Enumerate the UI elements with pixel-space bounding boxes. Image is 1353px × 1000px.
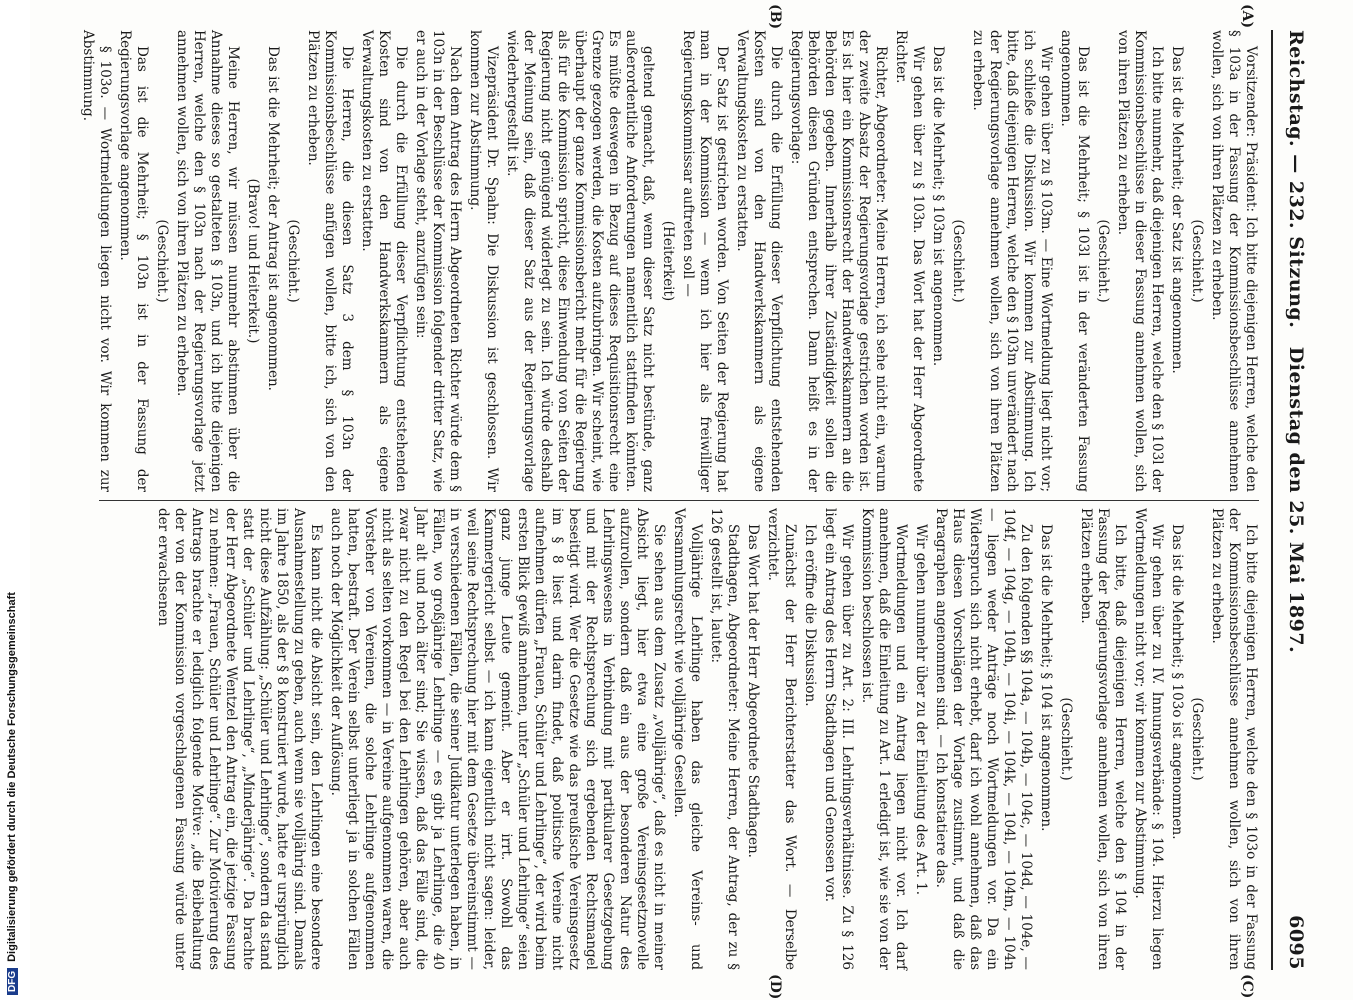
right-text-column [99, 508, 1259, 970]
paragraph: Das ist die Mehrheit; § 103o ist angenommen. [1169, 524, 1185, 840]
paragraph: Ich bitte nunmehr, daß diejenigen Herren, welche den § 103l der Kommissionsbeschlüsse in dieser Fassung annehmen wollen, sich von ihren Plätzen zu erheben. [1115, 30, 1165, 492]
paragraph: (Bravo! und Heiterkeit.) [245, 178, 261, 344]
paragraph: geltend gemacht, daß, wenn dieser Satz nicht bestünde, ganz außerordentliche Anforderungen namentlich stattfinden könnten. Es müßte deswegen in Bezug auf dieses Requisitionsrecht eine Grenze gezogen werden, die Kosten aufzubringen. Wir scheint, wie überhaupt der ganze Kommissionsbericht mehr für die Regierung als für die Kommission spricht, diese Einwendung von Seiten der Regierung nicht genügend widerlegt zu sein. Ich würde deshalb der Meinung sein, daß dieser Satz aus der Regierungsvorlage wiederhergestellt ist. [504, 30, 656, 492]
paragraph: (Geschieht.) [950, 219, 966, 303]
paragraph: Stadthagen, Abgeordneter: Meine Herren, der Antrag, der zu § 126 gestellt ist, lautet: [708, 508, 741, 970]
paragraph: Volljährige Lehrlinge haben das gleiche Vereins- und Versammlungsrecht wie volljährige Gesellen. [671, 508, 704, 970]
paragraph: (Heiterkeit) [660, 220, 676, 302]
paragraph: Vorsitzender: Präsident: Ich bitte diejenigen Herren, welche den § 103a in der Fassung der Kommissionsbeschlüsse annehmen wollen, sich von ihren Plätzen zu erheben. [1209, 30, 1259, 492]
paragraph: Meine Herren, wir müssen nunmehr abstimmen über die Annahme dieses so gestalteten § 103n, und ich bitte diejenigen Herren, welche den § 103n nach der Regierungsvorlage jetzt annehmen wollen, sich von ihren Plätzen zu erheben. [174, 30, 241, 492]
paragraph: Das ist die Mehrheit; der Satz ist angenommen. [1169, 46, 1185, 374]
paragraph: Richter, Abgeordneter: Meine Herren, ich sehe nicht ein, warum der zweite Absatz der Regierungsvorlage gestrichen worden ist. Es ist hier ein Kommissionsrecht der Handwerkskammern an die Behörden gegeben. Innerhalb ihrer Zuständigkeit sollen die Behörden diesen Gründen entsprechen. Dann heißt es in der Regierungsvorlage: [788, 30, 889, 492]
margin-marker-d: (D) [767, 974, 783, 1000]
dfg-logo: DFG [7, 968, 18, 995]
header-page-number: 6095 [1285, 915, 1307, 970]
paragraph: Der Satz ist gestrichen worden. Von Seiten der Regierung hat man in der Kommission — wenn ich hier als freiwilliger Regierungskommissar auftreten soll — [680, 30, 730, 492]
paragraph: Die durch die Erfüllung dieser Verpflichtung entstehenden Kosten sind von den Handwerkskammern als eigene Verwaltungskosten zu erstatten. [359, 30, 409, 492]
paragraph: Das ist die Mehrheit; § 103m ist angenommen. [930, 46, 946, 367]
paragraph: Wir gehen über zu § 103m. — Eine Wortmeldung liegt nicht vor; ich schließe die Diskussion. Wir kommen zur Abstimmung. Ich bitte, daß diejenigen Herren, welche den § 103m unverändert nach der Regierungsvorlage annehmen wollen, sich von ihren Plätzen zu erheben. [970, 30, 1054, 492]
paragraph: Wir gehen über zu Art. 2: III. Lehrlingsverhältnisse. Zu § 126 liegt ein Antrag des Herrn Stadthagen und Genossen vor. [822, 508, 855, 970]
paragraph: Sie sehen aus dem Zusatz „volljährige“, daß es nicht in meiner Absicht liegt, hier etwa eine große Vereinsgesetznovelle aufzurollen, sondern daß ein aus der besonderen Natur des Lehrlingswesens in Verbindung mit partikularer Gesetzgebung und mit der Rechtsprechung sich ergebenden Rechtsmangel beseitigt wird. Wer die Gesetze wie das preußische Vereinsgesetz im § 8 liest und darin findet, daß politische Vereine nicht aufnehmen dürfen „Frauen, Schüler und Lehrlinge“, der wird beim ersten Blick gewiß annehmen, unter „Schüler und Lehrlinge“ seien ganz junge Leute gemeint. Aber er irrt. Sowohl das Kammergericht selbst — ich kann eigentlich nicht sagen: leider, weil seine Rechtsprechung hier mit dem Gesetze übereinstimmt — in verschiedenen Fällen, die seiner Judikatur unterlegen haben, in Fällen, wo großjährige Lehrlinge — es gibt ja Lehrlinge, die 40 Jahr alt und noch älter sind; Sie wissen, daß das Fälle sind, die zwar nicht zu den Regel bei den Lehrlingen gehören, aber auch nicht als selten vorkommen — in Vereine aufgenommen waren, die Vorsteher von Vereinen, die solche Lehrlinge aufgenommen hatten, bestraft. Der Verein selbst unterliegt ja in solchen Fällen auch noch der Möglichkeit der Auflösung. [328, 508, 667, 970]
funding-note [6, 592, 18, 995]
paragraph: Das ist die Mehrheit; § 103l ist in der veränderten Fassung angenommen. [1058, 30, 1091, 492]
paragraph: Wir gehen über zu § 103n. Das Wort hat der Herr Abgeordnete Richter. [893, 30, 926, 492]
paragraph: Es kann nicht die Absicht sein, den Lehrlingen eine besondere Ausnahmestellung zu geben, auch wenn sie volljährig sind. Damals im Jahre 1850, als der § 8 konstruiert wurde, hatte er ursprünglich nicht diese Aufzählung: „Schüler und Lehrlinge“, sondern da stand statt der „Schüler und Lehrlinge“, „Minderjährige“. Da brachte der Herr Abgeordnete Wentzel den Antrag ein, die jetzige Fassung zu nehmen: „Frauen, Schüler und Lehrlinge“. Zur Motivierung des Antrags brachte er lediglich folgende Motive: „die Beibehaltung der von der Kommission vorgeschlagenen Fassung würde unter der erwachsenen [155, 508, 324, 970]
paragraph: (Geschieht.) [285, 219, 301, 303]
paragraph: Das ist die Mehrheit; § 103n ist in der Fassung der Regierungsvorlage angenommen. [117, 30, 150, 492]
paragraph: (Geschieht.) [1189, 697, 1205, 781]
left-text-column [80, 30, 1259, 492]
paragraph: Ich bitte diejenigen Herren, welche den § 103o in der Fassung der Kommissionsbeschlüsse annehmen wollen, sich von ihren Plätzen zu erheben. [1209, 508, 1259, 970]
paragraph: (Geschieht.) [1095, 219, 1111, 303]
funding-note-text: Digitalisierung gefördert durch die Deutsche Forschungsgemeinschaft [6, 592, 18, 962]
paragraph: Die durch die Erfüllung dieser Verpflichtung entstehenden Kosten sind von den Handwerkskammern als eigene Verwaltungskosten zu erstatten. [734, 30, 784, 492]
paragraph: Ich eröffne die Diskussion. [802, 524, 818, 707]
paragraph: Das ist die Mehrheit; der Antrag ist angenommen. [265, 46, 281, 391]
paragraph: (Geschieht.) [154, 219, 170, 303]
paragraph: Wortmeldungen und ein Antrag liegen nicht vor. Ich darf annehmen, daß die Einleitung zu Art. 1 erledigt ist, wie sie von der Kommission beschlossen ist. [859, 508, 909, 970]
paragraph: Ich bitte, daß diejenigen Herren, welche den § 104 in der Fassung der Regierungsvorlage annehmen wollen, sich von ihren Plätzen erheben. [1078, 508, 1128, 970]
paragraph: Zu den folgenden §§ 104a, — 104b, — 104c, — 104d, — 104e, — 104f, — 104g, — 104h, — 104i, — 104k, — 104l, — 104m, — 104n — liegen weder Anträge noch Wortmeldungen vor. Da ein Widerspruch sich nicht erhebt, darf ich wohl annehmen, daß das Haus diesen Vorschlägen der Vorlage zustimmt, und daß die Paragraphen angenommen sind. — Ich konstatiere das. [933, 508, 1034, 970]
paragraph: Zunächst der Herr Berichterstatter das Wort. — Derselbe verzichtet. [765, 508, 798, 970]
column-divider [99, 500, 1259, 501]
margin-marker-c: (C) [1239, 974, 1255, 999]
header-session-title: Reichstag. — 232. Sitzung. [1285, 30, 1307, 329]
paragraph: Nach dem Antrag des Herrn Abgeordneten Richter würde dem § 103n in der Beschlüsse der Kommission folgender dritter Satz, wie er auch in der Vorlage steht, anzufügen sein: [413, 30, 463, 492]
paragraph: § 103o. — Wortmeldungen liegen nicht vor. Wir kommen zur Abstimmung. [80, 30, 113, 492]
paragraph: (Geschieht.) [1189, 219, 1205, 303]
paragraph: (Geschieht.) [1058, 697, 1074, 781]
paragraph: Das ist die Mehrheit; § 104 ist angenommen. [1038, 524, 1054, 832]
margin-marker-b: (B) [767, 4, 783, 30]
margin-marker-a: (A) [1239, 4, 1255, 29]
paragraph: Die Herren, die diesen Satz 3 dem § 103n der Kommissionsbeschlüsse anfügen wollen, bitte ich, sich von den Plätzen zu erheben. [305, 30, 355, 492]
paragraph: Das Wort hat der Herr Abgeordnete Stadthagen. [745, 524, 761, 858]
paragraph: Wir gehen nunmehr über zu der Einleitung des Art. 1. [913, 524, 929, 896]
header-date: Dienstag den 25. Mai 1897. [1285, 346, 1307, 654]
paragraph: Wir gehen über zu IV. Innungsverbände: § 104. Hierzu liegen Wortmeldungen nicht vor; wir kommen zur Abstimmung. [1132, 508, 1165, 970]
page-header [1271, 30, 1313, 970]
paragraph: Vizepräsident Dr. Spahn: Die Diskussion ist geschlossen. Wir kommen zur Abstimmung. [467, 30, 500, 492]
side-credit-strip [0, 0, 30, 1000]
